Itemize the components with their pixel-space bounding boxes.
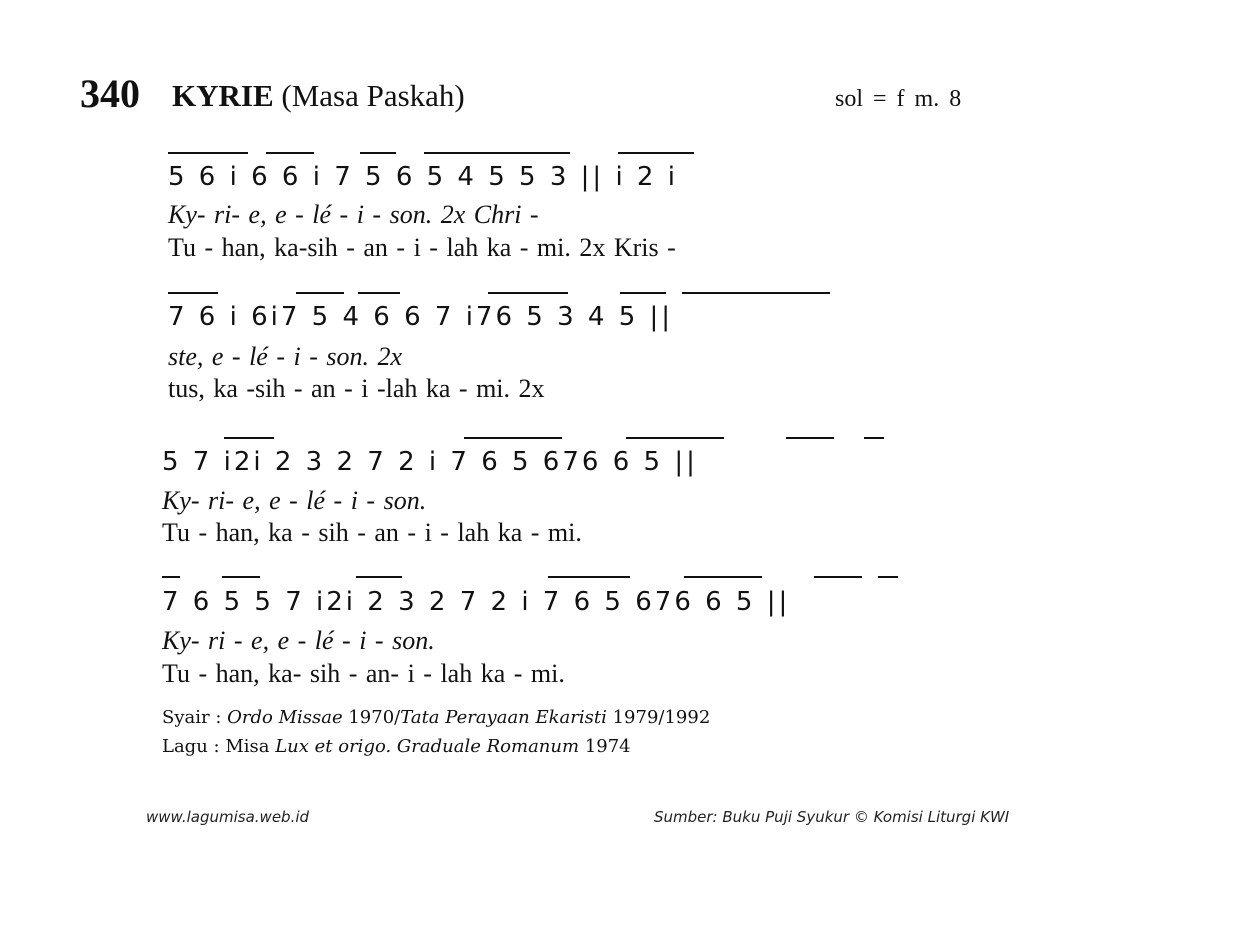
- credit-lagu-year: 1974: [584, 736, 631, 757]
- song-title-subtitle: (Masa Paskah): [281, 78, 465, 113]
- credit-lagu-source: Lux et origo. Graduale Romanum: [275, 736, 580, 757]
- lyric-latin: ste, e - lé - i - son. 2x: [168, 342, 403, 371]
- credit-syair-year-1: 1970/: [348, 707, 401, 728]
- credit-syair-year-2: 1979/1992: [612, 707, 711, 728]
- notation-line: 7 6 5 5 7 i2i 2 3 2 7 2 i 7 6 5 676 6 5 ||: [162, 587, 791, 617]
- footer-source: Sumber: Buku Puji Syukur © Komisi Liturgi KWI: [654, 808, 1010, 826]
- notation-line: 7 6 i 6i7 5 4 6 6 7 i76 5 3 4 5 ||: [168, 302, 674, 332]
- song-title-main: KYRIE: [172, 78, 274, 113]
- lyric-latin: Ky- ri - e, e - lé - i - son.: [162, 626, 435, 655]
- notation-line: 5 7 i2i 2 3 2 7 2 i 7 6 5 676 6 5 ||: [162, 447, 698, 477]
- lyric-indonesian: Tu - han, ka- sih - an- i - lah ka - mi.: [162, 659, 565, 688]
- key-signature: sol = f m. 8: [835, 86, 962, 112]
- credit-lagu: [162, 736, 631, 757]
- credit-lagu-misa: Misa: [225, 736, 270, 757]
- lyric-latin: Ky- ri- e, e - lé - i - son.: [162, 486, 427, 515]
- credit-syair: [162, 707, 710, 728]
- song-number: 340: [80, 71, 140, 116]
- lyric-indonesian: Tu - han, ka-sih - an - i - lah ka - mi. 2x Kris -: [168, 233, 676, 262]
- credit-syair-source-1: Ordo Missae: [227, 707, 343, 728]
- credit-lagu-label: Lagu :: [162, 736, 220, 757]
- notation-line: 5 6 i 6 6 i 7 5 6 5 4 5 5 3 || i 2 i: [168, 162, 678, 192]
- lyric-indonesian: tus, ka -sih - an - i -lah ka - mi. 2x: [168, 374, 545, 403]
- credit-syair-source-2: Tata Perayaan Ekaristi: [400, 707, 607, 728]
- footer-website-link[interactable]: www.lagumisa.web.id: [146, 808, 310, 826]
- lyric-indonesian: Tu - han, ka - sih - an - i - lah ka - mi.: [162, 518, 582, 547]
- credit-syair-label: Syair :: [162, 707, 222, 728]
- lyric-latin: Ky- ri- e, e - lé - i - son. 2x Chri -: [168, 200, 539, 229]
